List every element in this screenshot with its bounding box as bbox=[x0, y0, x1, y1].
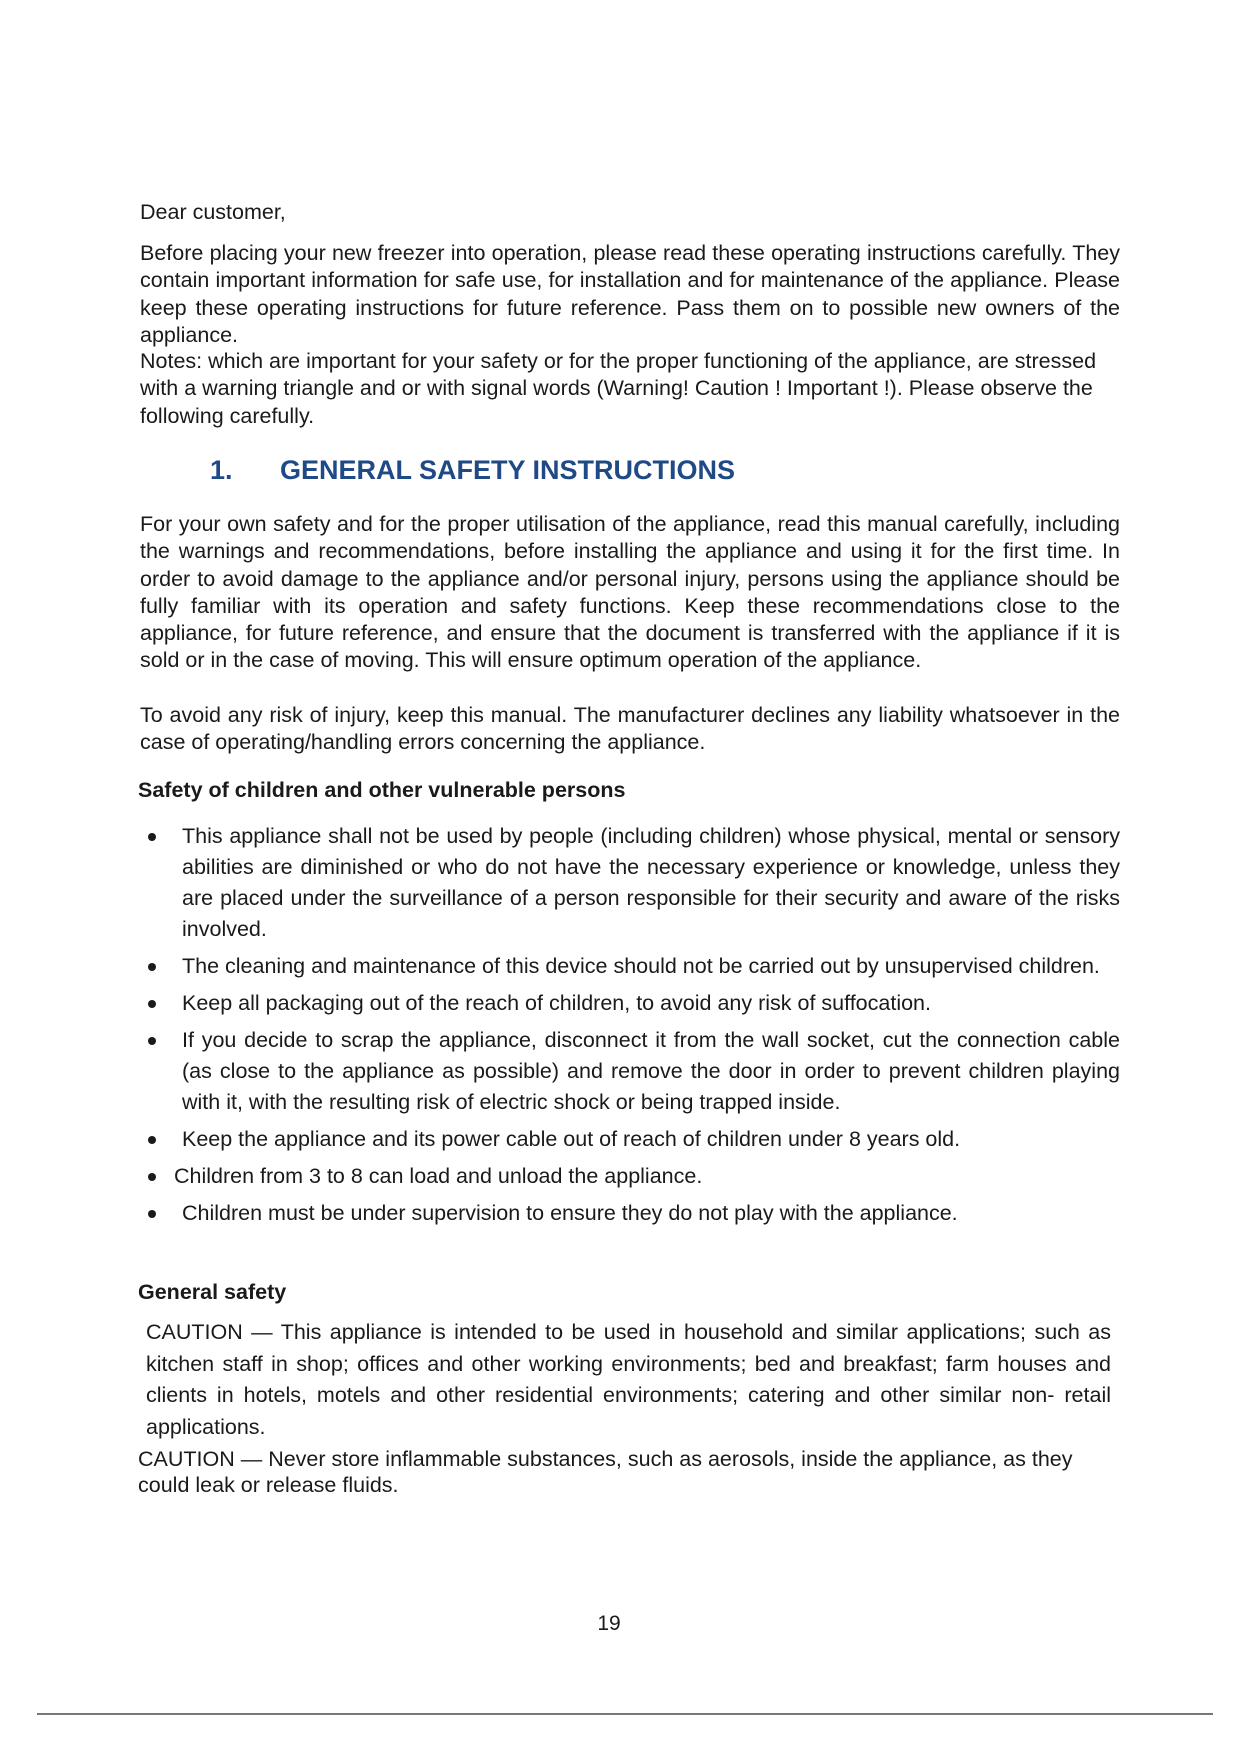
liability-paragraph: To avoid any risk of injury, keep this manual. The manufacturer declines any liability whatsoever in the case of operating/handling errors concerning the appliance. bbox=[140, 703, 1120, 755]
intro-paragraph: Before placing your new freezer into operation, please read these operating instructions carefully. They contain important information for safe use, for installation and for maintenance of the appliance. Please keep these operating instructions for future reference. Pass them on to possible new owners of the appliance. bbox=[140, 241, 1120, 347]
list-item: If you decide to scrap the appliance, disconnect it from the wall socket, cut the connection cable (as close to the appliance as possible) and remove the door in order to prevent children playing with it, with the resulting risk of electric shock or being trapped inside. bbox=[140, 1025, 1120, 1118]
footer-divider bbox=[37, 1713, 1213, 1715]
page-number: 19 bbox=[597, 1612, 621, 1635]
safety-paragraph: For your own safety and for the proper utilisation of the appliance, read this manual carefully, including the warnings and recommendations, before installing the appliance and using it for the first time. In order to avoid damage to the appliance and/or personal injury, persons using the appliance should be fully familiar with its operation and safety functions. Keep these recommendations close to the appliance, for future reference, and ensure that the document is transferred with the appliance if it is sold or in the case of moving. This will ensure optimum operation of the appliance. bbox=[140, 512, 1120, 673]
list-item: This appliance shall not be used by people (including children) whose physical, mental or sensory abilities are diminished or who do not have the necessary experience or knowledge, unless they are placed under the surveillance of a person responsible for their security and aware of the risks involved. bbox=[140, 821, 1120, 945]
list-item: Keep all packaging out of the reach of children, to avoid any risk of suffocation. bbox=[140, 988, 1120, 1019]
section-title: GENERAL SAFETY INSTRUCTIONS bbox=[280, 455, 736, 485]
children-heading: Safety of children and other vulnerable persons bbox=[138, 778, 626, 802]
list-item: Children must be under supervision to ensure they do not play with the appliance. bbox=[140, 1198, 1120, 1229]
greeting: Dear customer, bbox=[140, 200, 286, 224]
section-number: 1. bbox=[210, 455, 233, 485]
children-safety-list bbox=[140, 821, 1120, 1229]
notes-paragraph: Notes: which are important for your safety or for the proper functioning of the appliance, are stressed with a warning triangle and or with signal words (Warning! Caution ! Important !). Please observe the following carefully. bbox=[140, 349, 1097, 428]
list-item: Children from 3 to 8 can load and unload the appliance. bbox=[140, 1161, 1120, 1192]
list-item: The cleaning and maintenance of this device should not be carried out by unsupervised children. bbox=[140, 951, 1120, 982]
general-safety-heading: General safety bbox=[138, 1280, 287, 1304]
caution-inflammable: CAUTION — Never store inflammable substances, such as aerosols, inside the appliance, as they could leak or release fluids. bbox=[138, 1447, 1073, 1497]
caution-household: CAUTION — This appliance is intended to be used in household and similar applications; such as kitchen staff in shop; offices and other working environments; bed and breakfast; farm houses and clients in hotels, motels and other residential environments; catering and other similar non- retail applications. bbox=[146, 1320, 1111, 1439]
list-item: Keep the appliance and its power cable out of reach of children under 8 years old. bbox=[140, 1124, 1120, 1155]
